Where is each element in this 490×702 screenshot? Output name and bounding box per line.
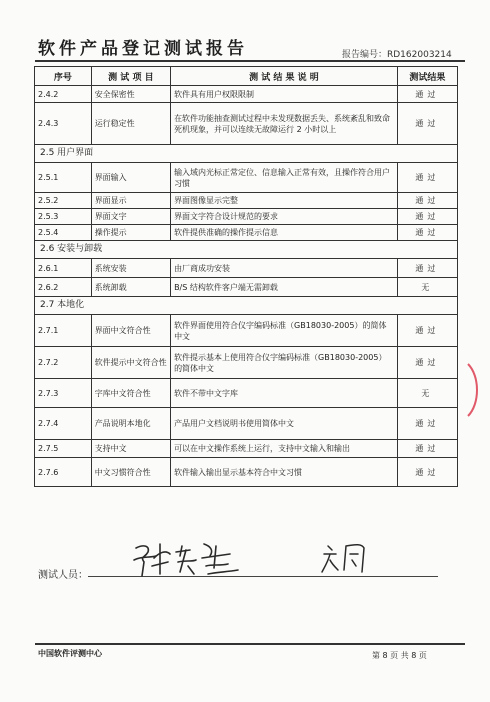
cell-desc: 软件提供准确的操作提示信息 xyxy=(171,225,398,241)
cell-result: 通过 xyxy=(397,458,457,487)
table-row xyxy=(35,193,458,209)
table-row xyxy=(35,163,458,193)
table-row xyxy=(35,225,458,241)
cell-item: 系统安装 xyxy=(91,259,170,278)
table-row xyxy=(35,347,458,379)
table-row xyxy=(35,458,458,487)
cell-no: 2.7.5 xyxy=(35,440,92,458)
cell-no: 2.5.2 xyxy=(35,193,92,209)
cell-desc: 在软件功能抽查测试过程中未发现数据丢失、系统紊乱和致命死机现象，并可以连续无故障运行 2 小时以上 xyxy=(171,103,398,145)
cell-no: 2.5.3 xyxy=(35,209,92,225)
cell-item: 安全保密性 xyxy=(91,86,170,103)
binding-mark xyxy=(464,360,484,420)
test-result-table xyxy=(34,66,458,487)
cell-no: 2.4.2 xyxy=(35,86,92,103)
cell-item: 支持中文 xyxy=(91,440,170,458)
signature-1 xyxy=(130,536,250,580)
cell-result: 通过 xyxy=(397,225,457,241)
cell-result: 通过 xyxy=(397,347,457,379)
cell-no: 2.5.1 xyxy=(35,163,92,193)
table-row xyxy=(35,440,458,458)
cell-item: 运行稳定性 xyxy=(91,103,170,145)
cell-item: 界面文字 xyxy=(91,209,170,225)
tester-label: 测试人员： xyxy=(38,570,88,581)
cell-desc: 界面文字符合设计规范的要求 xyxy=(171,209,398,225)
cell-desc: 软件输入输出显示基本符合中文习惯 xyxy=(171,458,398,487)
section-heading-ui: 2.5 用户界面 xyxy=(35,145,458,163)
section-heading-install: 2.6 安装与卸载 xyxy=(35,241,458,259)
cell-item: 系统卸载 xyxy=(91,278,170,297)
cell-result: 通过 xyxy=(397,103,457,145)
cell-item: 界面输入 xyxy=(91,163,170,193)
cell-no: 2.7.2 xyxy=(35,347,92,379)
cell-item: 中文习惯符合性 xyxy=(91,458,170,487)
col-header-desc: 测 试 结 果 说 明 xyxy=(171,67,398,86)
cell-no: 2.7.6 xyxy=(35,458,92,487)
cell-no: 2.7.3 xyxy=(35,379,92,408)
cell-no: 2.6.2 xyxy=(35,278,92,297)
cell-result: 通过 xyxy=(397,408,457,440)
section-row xyxy=(35,297,458,315)
cell-no: 2.7.1 xyxy=(35,315,92,347)
cell-result: 无 xyxy=(397,379,457,408)
cell-item: 产品说明本地化 xyxy=(91,408,170,440)
table-row xyxy=(35,86,458,103)
cell-desc: 可以在中文操作系统上运行，支持中文输入和输出 xyxy=(171,440,398,458)
cell-item: 软件提示中文符合性 xyxy=(91,347,170,379)
table-row xyxy=(35,315,458,347)
cell-no: 2.5.4 xyxy=(35,225,92,241)
col-header-no: 序号 xyxy=(35,67,92,86)
table-row xyxy=(35,379,458,408)
table-row xyxy=(35,259,458,278)
col-header-result: 测试结果 xyxy=(397,67,457,86)
section-row xyxy=(35,145,458,163)
table-header-row xyxy=(35,67,458,86)
cell-desc: 产品用户文档说明书使用简体中文 xyxy=(171,408,398,440)
cell-no: 2.6.1 xyxy=(35,259,92,278)
cell-desc: 软件不带中文字库 xyxy=(171,379,398,408)
cell-result: 通过 xyxy=(397,315,457,347)
cell-desc: 软件具有用户权限限制 xyxy=(171,86,398,103)
table-row xyxy=(35,408,458,440)
table-row xyxy=(35,278,458,297)
page-title: 软件产品登记测试报告 xyxy=(38,39,248,59)
cell-desc: 软件提示基本上使用符合仪字编码标准（GB18030-2005）的简体中文 xyxy=(171,347,398,379)
cell-result: 通过 xyxy=(397,209,457,225)
cell-result: 通过 xyxy=(397,86,457,103)
cell-no: 2.7.4 xyxy=(35,408,92,440)
cell-result: 通过 xyxy=(397,163,457,193)
report-number: 报告编号：RD162003214 xyxy=(342,50,452,60)
footer-organization: 中国软件评测中心 xyxy=(38,649,102,658)
cell-item: 字库中文符合性 xyxy=(91,379,170,408)
signature-2 xyxy=(318,538,378,578)
cell-desc: 输入域内光标正常定位、信息输入正常有效，且操作符合用户习惯 xyxy=(171,163,398,193)
cell-no: 2.4.3 xyxy=(35,103,92,145)
cell-result: 通过 xyxy=(397,259,457,278)
cell-item: 界面中文符合性 xyxy=(91,315,170,347)
cell-desc: B/S 结构软件客户端无需卸载 xyxy=(171,278,398,297)
section-row xyxy=(35,241,458,259)
cell-result: 通过 xyxy=(397,440,457,458)
cell-result: 无 xyxy=(397,278,457,297)
footer-rule xyxy=(35,643,465,645)
page-number: 第 8 页 共 8 页 xyxy=(372,651,427,660)
table-row xyxy=(35,209,458,225)
cell-desc: 由厂商成功安装 xyxy=(171,259,398,278)
col-header-item: 测 试 项 目 xyxy=(91,67,170,86)
header-rule xyxy=(35,60,465,62)
cell-result: 通过 xyxy=(397,193,457,209)
table-row xyxy=(35,103,458,145)
section-heading-localization: 2.7 本地化 xyxy=(35,297,458,315)
cell-desc: 软件界面使用符合仪字编码标准（GB18030-2005）的简体中文 xyxy=(171,315,398,347)
cell-desc: 界面图像显示完整 xyxy=(171,193,398,209)
cell-item: 界面显示 xyxy=(91,193,170,209)
cell-item: 操作提示 xyxy=(91,225,170,241)
